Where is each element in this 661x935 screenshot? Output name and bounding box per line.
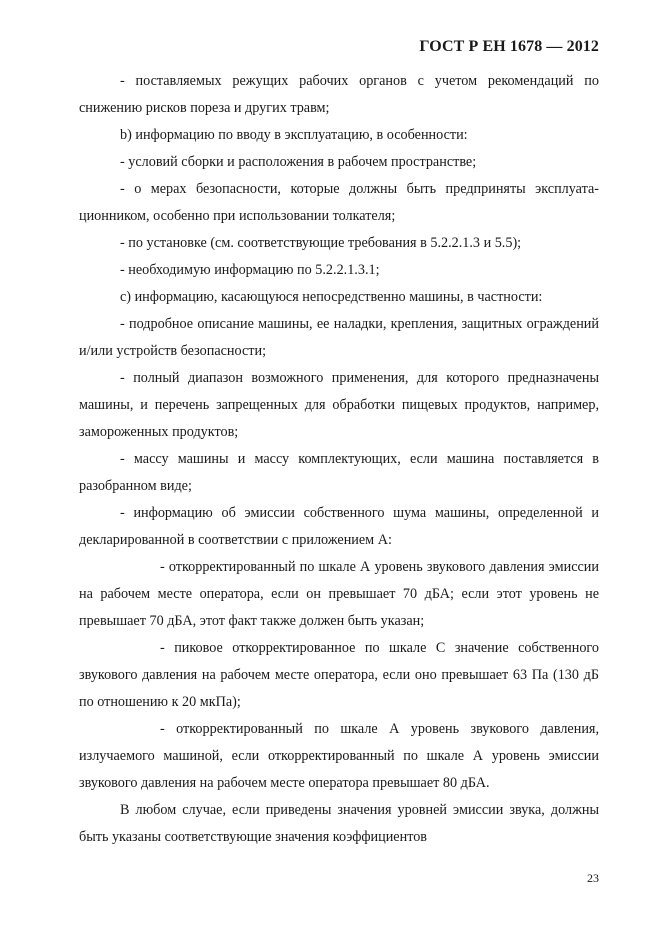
paragraph-noise-emission: - информацию об эмиссии собственного шума машины, определенной и декларированной в соответствии с приложением А:	[79, 505, 599, 548]
paragraph-emission-values: В любом случае, если приведены значения уровней эмиссии звука, должны быть указаны соответствующие значения коэффициентов	[79, 802, 599, 845]
document-body	[79, 68, 599, 851]
paragraph-sound-power-a: - откорректированный по шкале А уровень звукового давления, излучаемого машиной, если откорректированный по шкале А уровень эмиссии звукового давления на рабочем месте оператора превышает 80 дБА.	[79, 721, 599, 791]
paragraph-application-range: - полный диапазон возможного применения, для которого предназначены машины, и перечень запрещенных для обработки пищевых продуктов, например, замороженных продуктов;	[79, 370, 599, 440]
document-header: ГОСТ Р ЕН 1678 — 2012	[419, 38, 599, 55]
paragraph-machine-description: - подробное описание машины, ее наладки, крепления, защитных ограждений и/или устройств безопасности;	[79, 316, 599, 359]
paragraph-machine-mass: - массу машины и массу комплектующих, если машина поставляется в разобранном виде;	[79, 451, 599, 494]
paragraph-assembly-conditions: - условий сборки и расположения в рабочем пространстве;	[120, 154, 477, 170]
paragraph-commissioning-info: b) информацию по вводу в эксплуатацию, в особенности:	[120, 127, 468, 143]
page-number: 23	[587, 871, 599, 885]
paragraph-cutting-tools: - поставляемых режущих рабочих органов с учетом рекомендаций по снижению рисков пореза и других травм;	[79, 73, 599, 116]
paragraph-peak-sound-pressure-c: - пиковое откорректированное по шкале С значение собственного звукового давления на рабочем месте оператора, если оно превышает 63 Па (130 дБ по отношению к 20 мкПа);	[79, 640, 599, 710]
paragraph-required-info: - необходимую информацию по 5.2.2.1.3.1;	[120, 262, 380, 278]
paragraph-machine-info: c) информацию, касающуюся непосредственно машины, в частности:	[120, 289, 543, 305]
paragraph-safety-measures: - о мерах безопасности, которые должны быть предприняты эксплуата-ционником, особенно при использовании толкателя;	[79, 181, 599, 224]
paragraph-installation: - по установке (см. соответствующие требования в 5.2.2.1.3 и 5.5);	[120, 235, 522, 251]
paragraph-sound-pressure-a: - откорректированный по шкале А уровень звукового давления эмиссии на рабочем месте оператора, если он превышает 70 дБА; если этот уровень не превышает 70 дБА, этот факт также должен быть указан;	[79, 559, 599, 629]
